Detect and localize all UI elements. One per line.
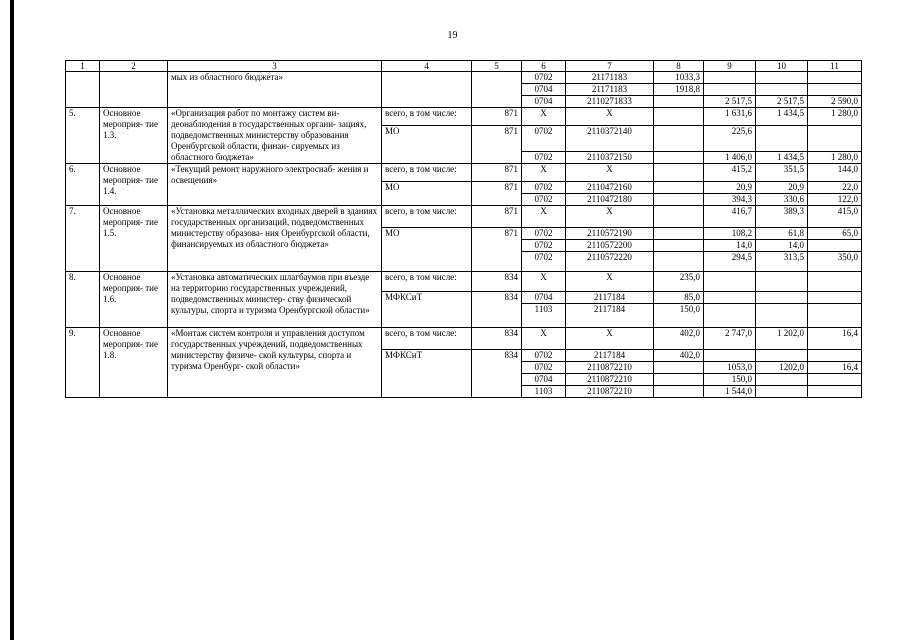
value-cell: 402,0 bbox=[654, 328, 704, 350]
value-cell: 1 434,5 bbox=[756, 108, 808, 126]
value-cell: 14,0 bbox=[756, 240, 808, 252]
value-cell: 0704 bbox=[522, 292, 566, 304]
code-cell bbox=[472, 72, 522, 108]
value-cell: 0702 bbox=[522, 194, 566, 206]
description-cell: «Установка металлических входных дверей в зданиях государственных организаций, подведомственных министерству образова- ния Оренбургской области, финансируемых из областного бюджета» bbox=[168, 206, 382, 272]
num-cell: 9. bbox=[66, 328, 100, 398]
value-cell bbox=[704, 72, 756, 84]
value-cell: 61,8 bbox=[756, 228, 808, 240]
value-cell: 1 406,0 bbox=[704, 152, 756, 164]
value-cell: 65,0 bbox=[808, 228, 862, 240]
value-cell bbox=[704, 84, 756, 96]
executor-cell: всего, в том числе: bbox=[382, 328, 472, 350]
value-cell: 2110271833 bbox=[566, 96, 654, 108]
value-cell: 0702 bbox=[522, 362, 566, 374]
code-cell: 871 bbox=[472, 108, 522, 126]
value-cell bbox=[654, 108, 704, 126]
value-cell: Х bbox=[522, 164, 566, 182]
value-cell bbox=[756, 386, 808, 398]
executor-cell: всего, в том числе: bbox=[382, 108, 472, 126]
code-cell: 871 bbox=[472, 228, 522, 272]
value-cell: 150,0 bbox=[704, 374, 756, 386]
table-row bbox=[66, 328, 862, 350]
value-cell: 1 202,0 bbox=[756, 328, 808, 350]
value-cell: 0702 bbox=[522, 182, 566, 194]
value-cell: 394,3 bbox=[704, 194, 756, 206]
code-cell: 871 bbox=[472, 206, 522, 228]
value-cell bbox=[756, 126, 808, 152]
value-cell: 2110472160 bbox=[566, 182, 654, 194]
value-cell: 22,0 bbox=[808, 182, 862, 194]
table-row bbox=[66, 272, 862, 292]
value-cell: Х bbox=[522, 328, 566, 350]
value-cell bbox=[808, 292, 862, 304]
column-number-cell: 11 bbox=[808, 61, 862, 72]
value-cell: 108,2 bbox=[704, 228, 756, 240]
value-cell: 294,5 bbox=[704, 252, 756, 272]
value-cell: 21171183 bbox=[566, 72, 654, 84]
num-cell bbox=[66, 72, 100, 108]
value-cell: 2110572190 bbox=[566, 228, 654, 240]
value-cell bbox=[808, 350, 862, 362]
value-cell: 0704 bbox=[522, 96, 566, 108]
column-number-cell: 1 bbox=[66, 61, 100, 72]
value-cell bbox=[654, 362, 704, 374]
value-cell bbox=[704, 350, 756, 362]
value-cell: 0702 bbox=[522, 252, 566, 272]
description-cell: «Монтаж систем контроля и управления доступом государственных учреждений, подведомственных министерству физиче- ской культуры, спорта и туризма Оренбург- ской области» bbox=[168, 328, 382, 398]
type-cell: Основное мероприя- тие 1.3. bbox=[100, 108, 168, 164]
value-cell: 351,5 bbox=[756, 164, 808, 182]
value-cell: 415,0 bbox=[808, 206, 862, 228]
table-row bbox=[66, 164, 862, 182]
executor-cell: МО bbox=[382, 126, 472, 164]
table-body bbox=[66, 61, 862, 398]
value-cell bbox=[654, 96, 704, 108]
executor-cell: всего, в том числе: bbox=[382, 164, 472, 182]
value-cell bbox=[654, 240, 704, 252]
description-cell: мых из областного бюджета» bbox=[168, 72, 382, 108]
value-cell: 21171183 bbox=[566, 84, 654, 96]
column-number-cell: 8 bbox=[654, 61, 704, 72]
value-cell: 1103 bbox=[522, 304, 566, 328]
value-cell bbox=[756, 304, 808, 328]
value-cell bbox=[808, 272, 862, 292]
type-cell: Основное мероприя- тие 1.5. bbox=[100, 206, 168, 272]
value-cell: 2110372140 bbox=[566, 126, 654, 152]
description-cell: «Установка автоматических шлагбаумов при въезде на территорию государственных учреждений, подведомственных министер- ству физической культуры, спорта и туризма Оренбургской области» bbox=[168, 272, 382, 328]
column-number-cell: 2 bbox=[100, 61, 168, 72]
value-cell: 0702 bbox=[522, 240, 566, 252]
value-cell: 1 544,0 bbox=[704, 386, 756, 398]
value-cell bbox=[756, 272, 808, 292]
value-cell: 0702 bbox=[522, 228, 566, 240]
column-number-cell: 10 bbox=[756, 61, 808, 72]
value-cell: 402,0 bbox=[654, 350, 704, 362]
value-cell: 1 280,0 bbox=[808, 108, 862, 126]
value-cell: 16,4 bbox=[808, 362, 862, 374]
value-cell bbox=[808, 374, 862, 386]
description-cell: «Текущий ремонт наружного электроснаб- жения и освещения» bbox=[168, 164, 382, 206]
value-cell: Х bbox=[566, 206, 654, 228]
column-number-cell: 3 bbox=[168, 61, 382, 72]
value-cell: 2 517,5 bbox=[756, 96, 808, 108]
type-cell: Основное мероприя- тие 1.6. bbox=[100, 272, 168, 328]
value-cell: 2110872210 bbox=[566, 386, 654, 398]
value-cell: 0702 bbox=[522, 152, 566, 164]
value-cell bbox=[808, 240, 862, 252]
value-cell bbox=[654, 228, 704, 240]
value-cell: 2117184 bbox=[566, 304, 654, 328]
value-cell: 2 517,5 bbox=[704, 96, 756, 108]
value-cell: 2 590,0 bbox=[808, 96, 862, 108]
value-cell: 14,0 bbox=[704, 240, 756, 252]
value-cell: 20,9 bbox=[756, 182, 808, 194]
value-cell: 350,0 bbox=[808, 252, 862, 272]
executor-cell: МО bbox=[382, 228, 472, 272]
value-cell: 0702 bbox=[522, 72, 566, 84]
executor-cell: МО bbox=[382, 182, 472, 206]
value-cell: 1 631,6 bbox=[704, 108, 756, 126]
num-cell: 5. bbox=[66, 108, 100, 164]
value-cell: 122,0 bbox=[808, 194, 862, 206]
executor-cell: всего, в том числе: bbox=[382, 206, 472, 228]
value-cell: 2110572220 bbox=[566, 252, 654, 272]
value-cell: 85,0 bbox=[654, 292, 704, 304]
value-cell: 313,5 bbox=[756, 252, 808, 272]
value-cell: 1103 bbox=[522, 386, 566, 398]
value-cell bbox=[654, 126, 704, 152]
value-cell bbox=[756, 292, 808, 304]
table-row bbox=[66, 72, 862, 84]
value-cell: 0704 bbox=[522, 374, 566, 386]
value-cell bbox=[808, 84, 862, 96]
code-cell: 871 bbox=[472, 126, 522, 164]
value-cell: 330,6 bbox=[756, 194, 808, 206]
column-number-cell: 7 bbox=[566, 61, 654, 72]
value-cell bbox=[808, 126, 862, 152]
code-cell: 834 bbox=[472, 328, 522, 350]
value-cell bbox=[654, 164, 704, 182]
type-cell: Основное мероприя- тие 1.4. bbox=[100, 164, 168, 206]
value-cell bbox=[654, 206, 704, 228]
code-cell: 871 bbox=[472, 182, 522, 206]
value-cell bbox=[808, 386, 862, 398]
table-row bbox=[66, 108, 862, 126]
num-cell: 6. bbox=[66, 164, 100, 206]
value-cell bbox=[704, 272, 756, 292]
value-cell: Х bbox=[566, 108, 654, 126]
value-cell: 225,6 bbox=[704, 126, 756, 152]
value-cell: 0704 bbox=[522, 84, 566, 96]
value-cell bbox=[756, 374, 808, 386]
page-edge-shadow bbox=[10, 0, 14, 640]
description-cell: «Организация работ по монтажу систем ви- деонаблюдения в государственных органи- зациях, подведомственных министерству образования Оренбургской области, финан- сируемых из областного бюджета» bbox=[168, 108, 382, 164]
value-cell: 2117184 bbox=[566, 292, 654, 304]
value-cell bbox=[654, 182, 704, 194]
num-cell: 7. bbox=[66, 206, 100, 272]
code-cell: 834 bbox=[472, 350, 522, 398]
code-cell: 834 bbox=[472, 292, 522, 328]
value-cell: Х bbox=[566, 272, 654, 292]
table-row bbox=[66, 206, 862, 228]
executor-cell bbox=[382, 72, 472, 108]
executor-cell: всего, в том числе: bbox=[382, 272, 472, 292]
value-cell: 416,7 bbox=[704, 206, 756, 228]
value-cell: 2117184 bbox=[566, 350, 654, 362]
page-number: 19 bbox=[447, 30, 458, 41]
column-number-cell: 4 bbox=[382, 61, 472, 72]
executor-cell: МФКСиТ bbox=[382, 350, 472, 398]
value-cell bbox=[704, 304, 756, 328]
column-number-cell: 6 bbox=[522, 61, 566, 72]
value-cell: 1053,0 bbox=[704, 362, 756, 374]
type-cell: Основное мероприя- тие 1.8. bbox=[100, 328, 168, 398]
value-cell: 235,0 bbox=[654, 272, 704, 292]
value-cell: 389,3 bbox=[756, 206, 808, 228]
column-number-row bbox=[66, 61, 862, 72]
value-cell bbox=[654, 374, 704, 386]
value-cell: 144,0 bbox=[808, 164, 862, 182]
code-cell: 871 bbox=[472, 164, 522, 182]
code-cell: 834 bbox=[472, 272, 522, 292]
budget-table bbox=[65, 60, 862, 398]
value-cell bbox=[808, 72, 862, 84]
value-cell bbox=[808, 304, 862, 328]
value-cell: Х bbox=[522, 272, 566, 292]
value-cell: 1 434,5 bbox=[756, 152, 808, 164]
value-cell bbox=[756, 84, 808, 96]
value-cell bbox=[704, 292, 756, 304]
value-cell: 415,2 bbox=[704, 164, 756, 182]
value-cell bbox=[756, 72, 808, 84]
num-cell: 8. bbox=[66, 272, 100, 328]
value-cell: Х bbox=[566, 164, 654, 182]
value-cell: 2110472180 bbox=[566, 194, 654, 206]
value-cell: 2110572200 bbox=[566, 240, 654, 252]
executor-cell: МФКСиТ bbox=[382, 292, 472, 328]
value-cell: Х bbox=[566, 328, 654, 350]
value-cell bbox=[654, 194, 704, 206]
value-cell bbox=[654, 152, 704, 164]
value-cell: 1 280,0 bbox=[808, 152, 862, 164]
column-number-cell: 9 bbox=[704, 61, 756, 72]
value-cell: 16,4 bbox=[808, 328, 862, 350]
value-cell: Х bbox=[522, 206, 566, 228]
value-cell: 0702 bbox=[522, 126, 566, 152]
value-cell bbox=[756, 350, 808, 362]
value-cell: 150,0 bbox=[654, 304, 704, 328]
value-cell: Х bbox=[522, 108, 566, 126]
column-number-cell: 5 bbox=[472, 61, 522, 72]
value-cell bbox=[654, 252, 704, 272]
value-cell bbox=[654, 386, 704, 398]
type-cell bbox=[100, 72, 168, 108]
value-cell: 2110872210 bbox=[566, 362, 654, 374]
value-cell: 2 747,0 bbox=[704, 328, 756, 350]
value-cell: 20,9 bbox=[704, 182, 756, 194]
value-cell: 1918,8 bbox=[654, 84, 704, 96]
value-cell: 1202,0 bbox=[756, 362, 808, 374]
value-cell: 2110872210 bbox=[566, 374, 654, 386]
value-cell: 0702 bbox=[522, 350, 566, 362]
value-cell: 2110372150 bbox=[566, 152, 654, 164]
value-cell: 1033,3 bbox=[654, 72, 704, 84]
